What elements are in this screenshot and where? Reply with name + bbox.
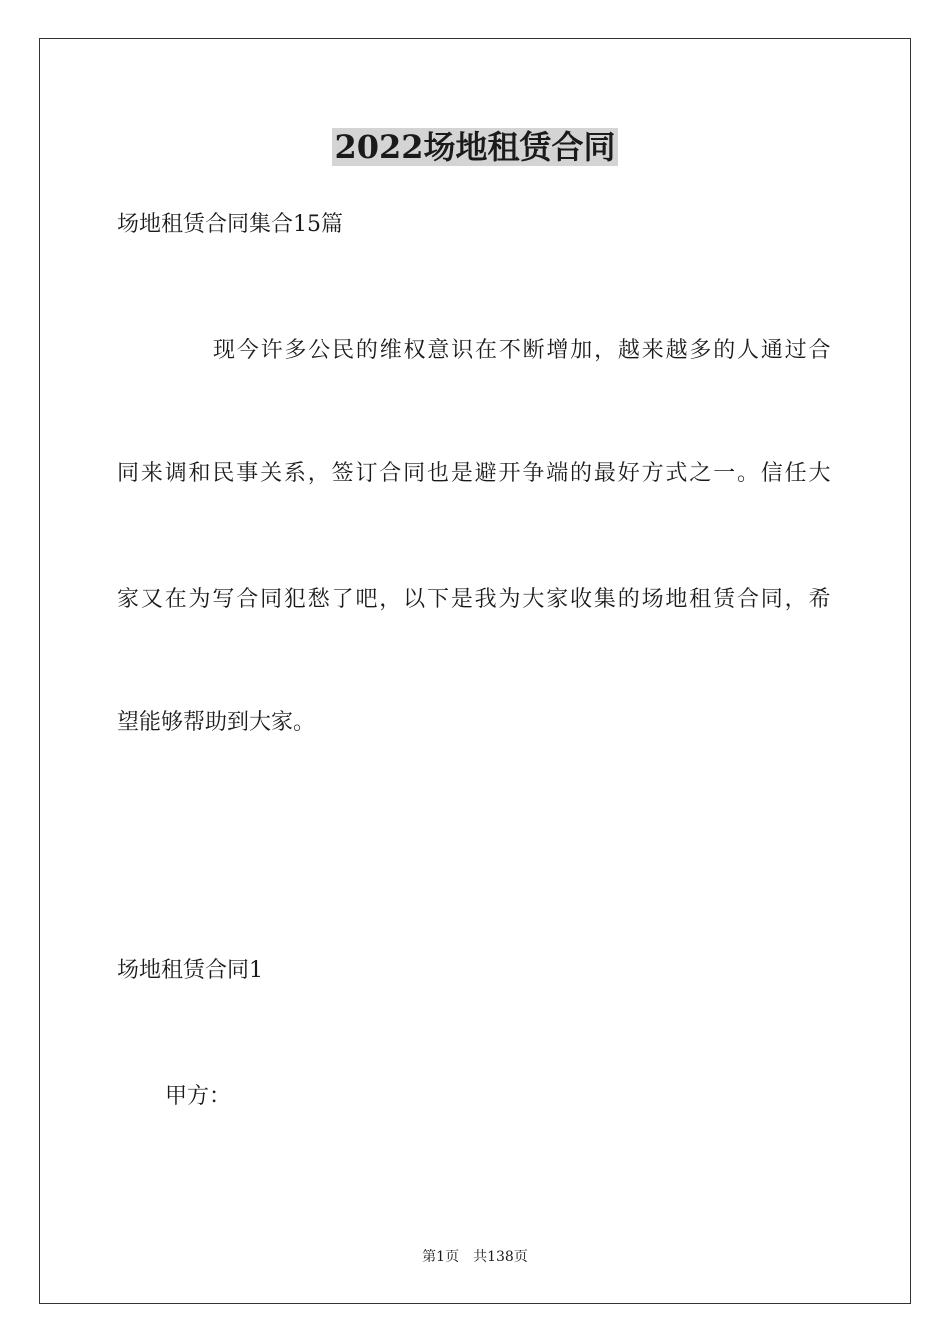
page-footer (0, 1247, 950, 1267)
document-title (0, 124, 950, 170)
document-subtitle: 场地租赁合同集合15篇 (117, 212, 343, 237)
intro-line-4: 望能够帮助到大家。 (117, 710, 316, 735)
intro-line-2: 同来调和民事关系，签订合同也是避开争端的最好方式之一。信任大 (117, 461, 831, 486)
intro-line-3: 家又在为写合同犯愁了吧，以下是我为大家收集的场地租赁合同，希 (117, 587, 831, 612)
page-total: 共138页 (473, 1249, 528, 1265)
title-text: 2022场地租赁合同 (334, 128, 616, 166)
intro-line-1: 现今许多公民的维权意识在不断增加，越来越多的人通过合 (213, 338, 831, 363)
party-a-label: 甲方： (165, 1084, 232, 1109)
page-number: 第1页 (422, 1249, 460, 1265)
section-heading: 场地租赁合同1 (117, 958, 263, 983)
